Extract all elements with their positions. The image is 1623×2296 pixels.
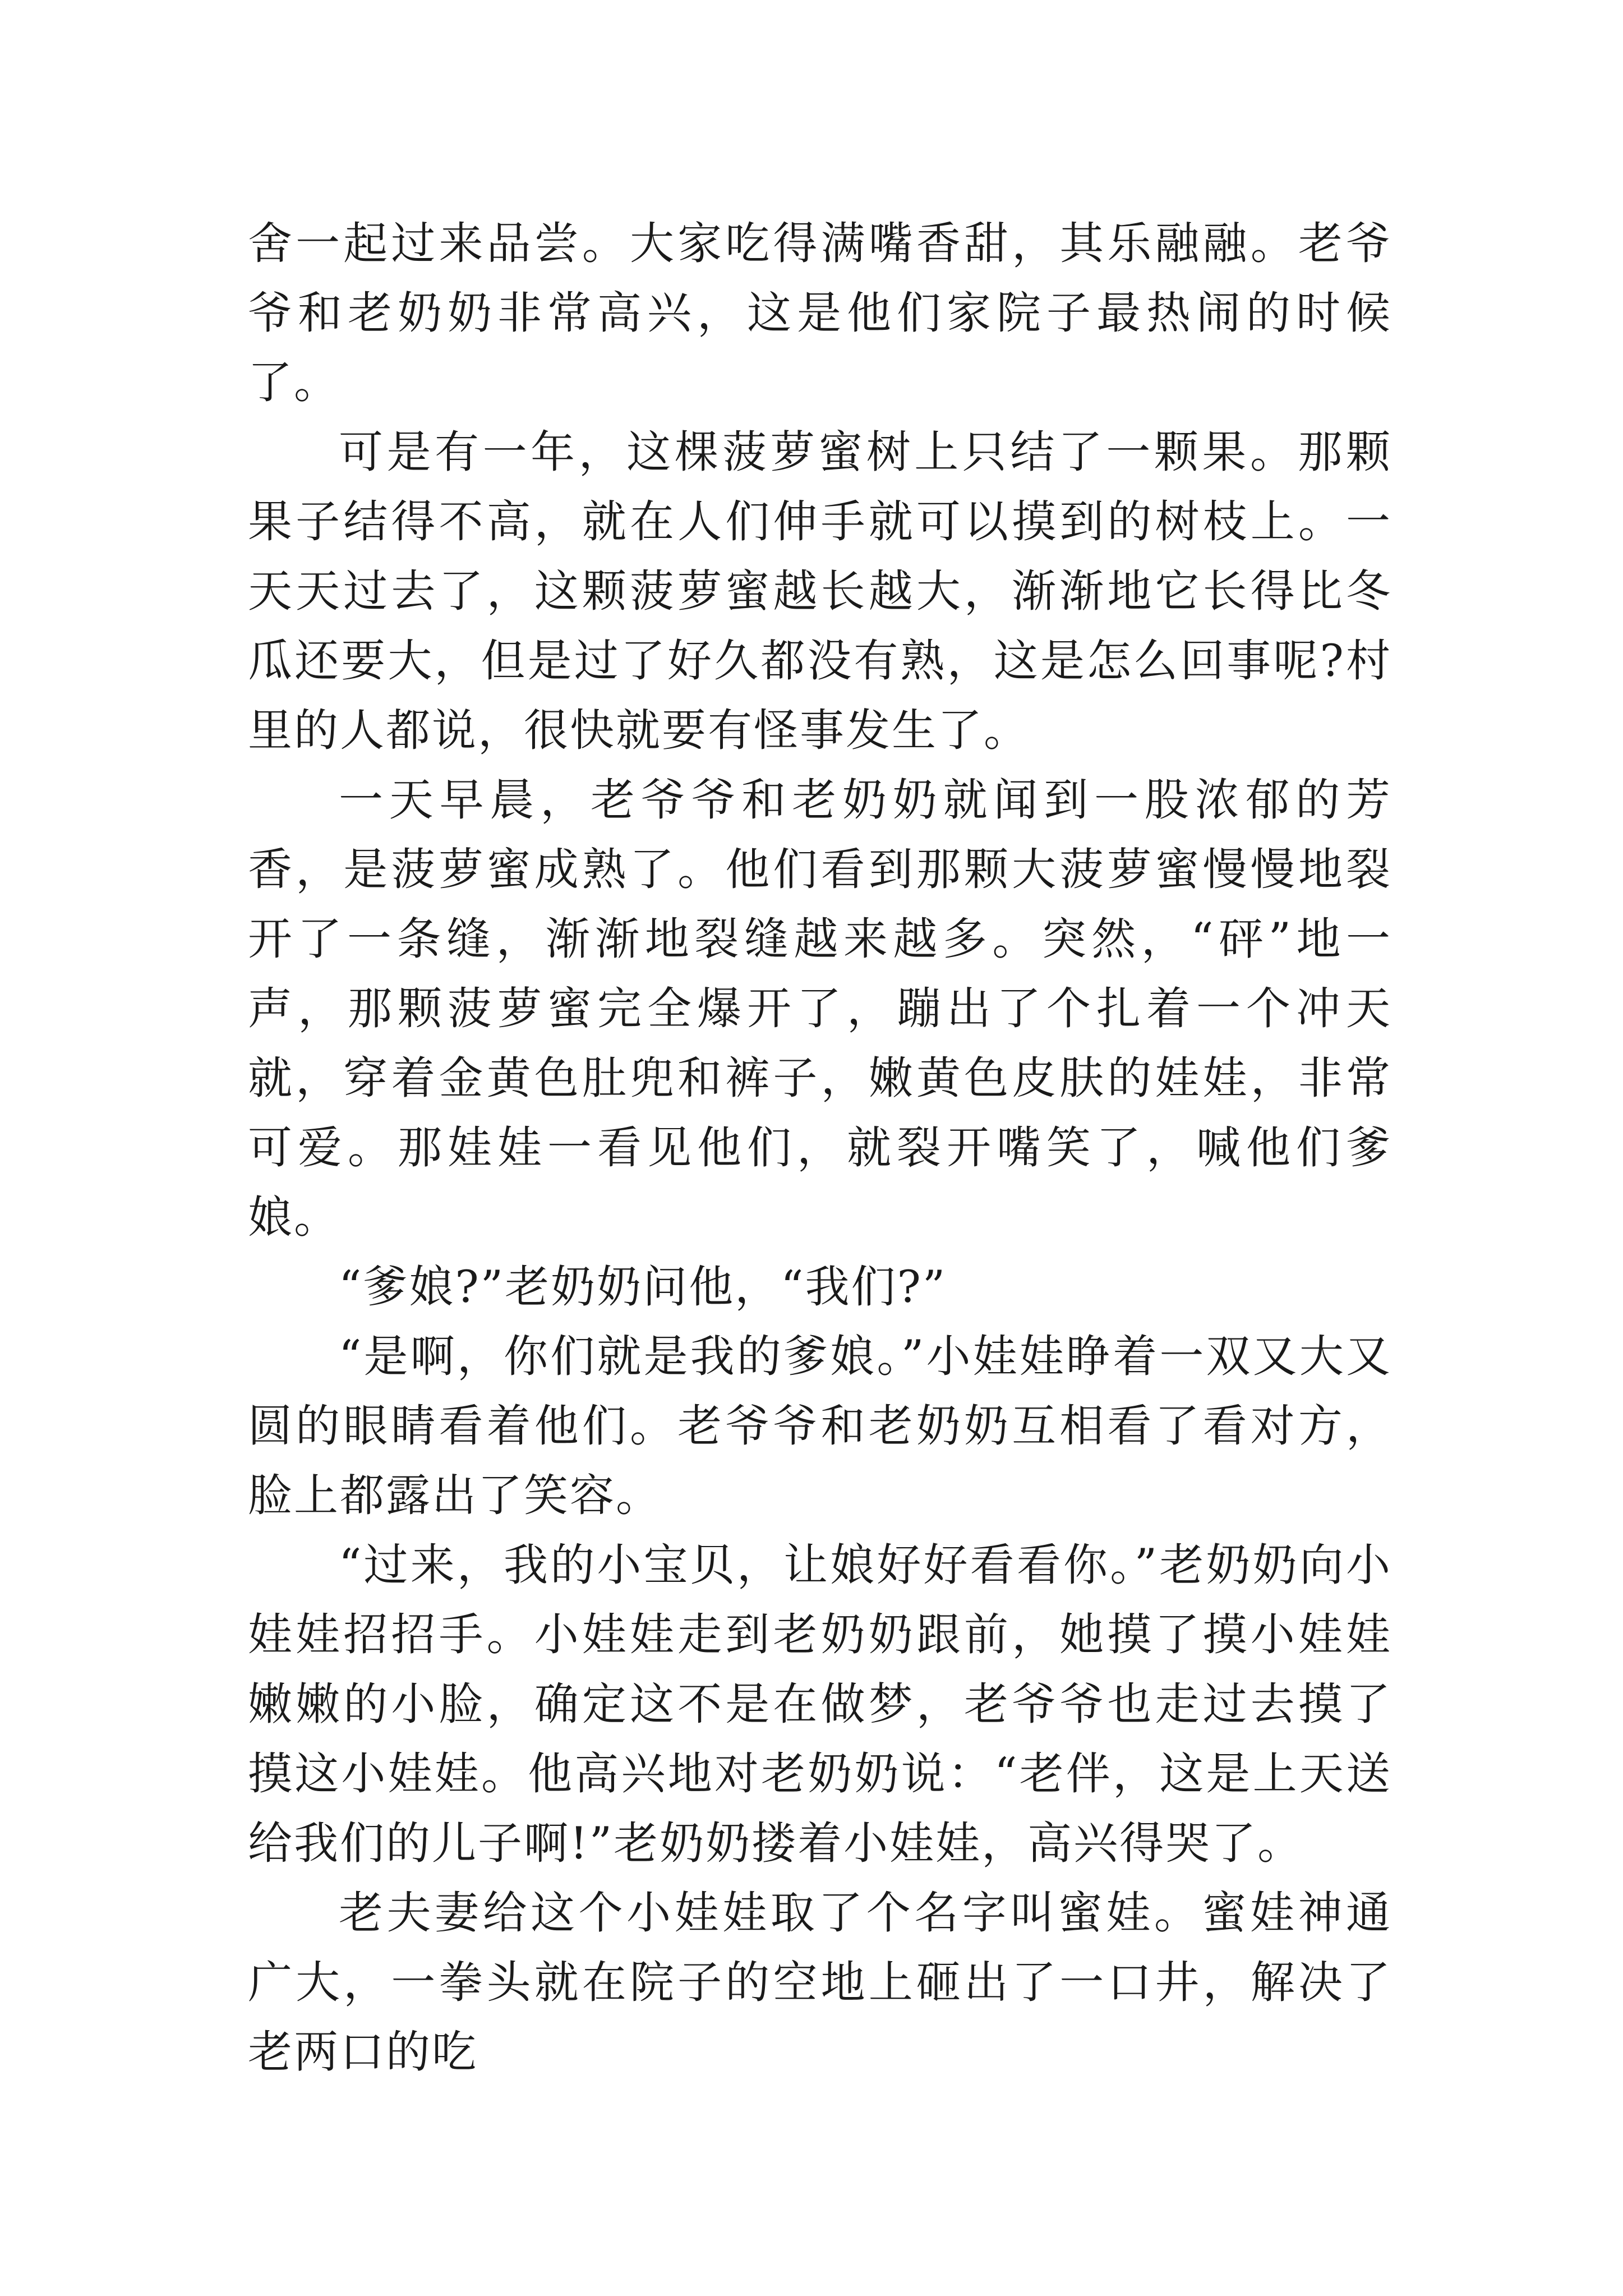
paragraph: 一天早晨，老爷爷和老奶奶就闻到一股浓郁的芳香，是菠萝蜜成熟了。他们看到那颗大菠萝蜜慢慢地裂开了一条缝，渐渐地裂缝越来越多。突然，“砰”地一声，那颗菠萝蜜完全爆开了，蹦出了个扎着一个冲天就，穿着金黄色肚兜和裤子，嫩黄色皮肤的娃娃，非常可爱。那娃娃一看见他们，就裂开嘴笑了，喊他们爹娘。 xyxy=(248,774,1392,1243)
paragraph: “是啊，你们就是我的爹娘。”小娃娃睁着一双又大又圆的眼睛看着他们。老爷爷和老奶奶互相看了看对方，脸上都露出了笑容。 xyxy=(248,1331,1392,1521)
paragraph: “过来，我的小宝贝，让娘好好看看你。”老奶奶向小娃娃招招手。小娃娃走到老奶奶跟前，她摸了摸小娃娃嫩嫩的小脸，确定这不是在做梦，老爷爷也走过去摸了摸这小娃娃。他高兴地对老奶奶说：“老伴，这是上天送给我们的儿子啊!”老奶奶搂着小娃娃，高兴得哭了。 xyxy=(248,1539,1392,1869)
paragraph-continuation: 舍一起过来品尝。大家吃得满嘴香甜，其乐融融。老爷爷和老奶奶非常高兴，这是他们家院子最热闹的时候了。 xyxy=(248,218,1392,408)
paragraph: 老夫妻给这个小娃娃取了个名字叫蜜娃。蜜娃神通广大，一拳头就在院子的空地上砸出了一口井，解决了老两口的吃 xyxy=(248,1887,1392,2078)
paragraph: “爹娘?”老奶奶问他，“我们?” xyxy=(339,1261,947,1313)
body-text xyxy=(248,209,1392,2087)
paragraph: 可是有一年，这棵菠萝蜜树上只结了一颗果。那颗果子结得不高，就在人们伸手就可以摸到的树枝上。一天天过去了，这颗菠萝蜜越长越大，渐渐地它长得比冬瓜还要大，但是过了好久都没有熟，这是怎么回事呢?村里的人都说，很快就要有怪事发生了。 xyxy=(248,426,1392,756)
